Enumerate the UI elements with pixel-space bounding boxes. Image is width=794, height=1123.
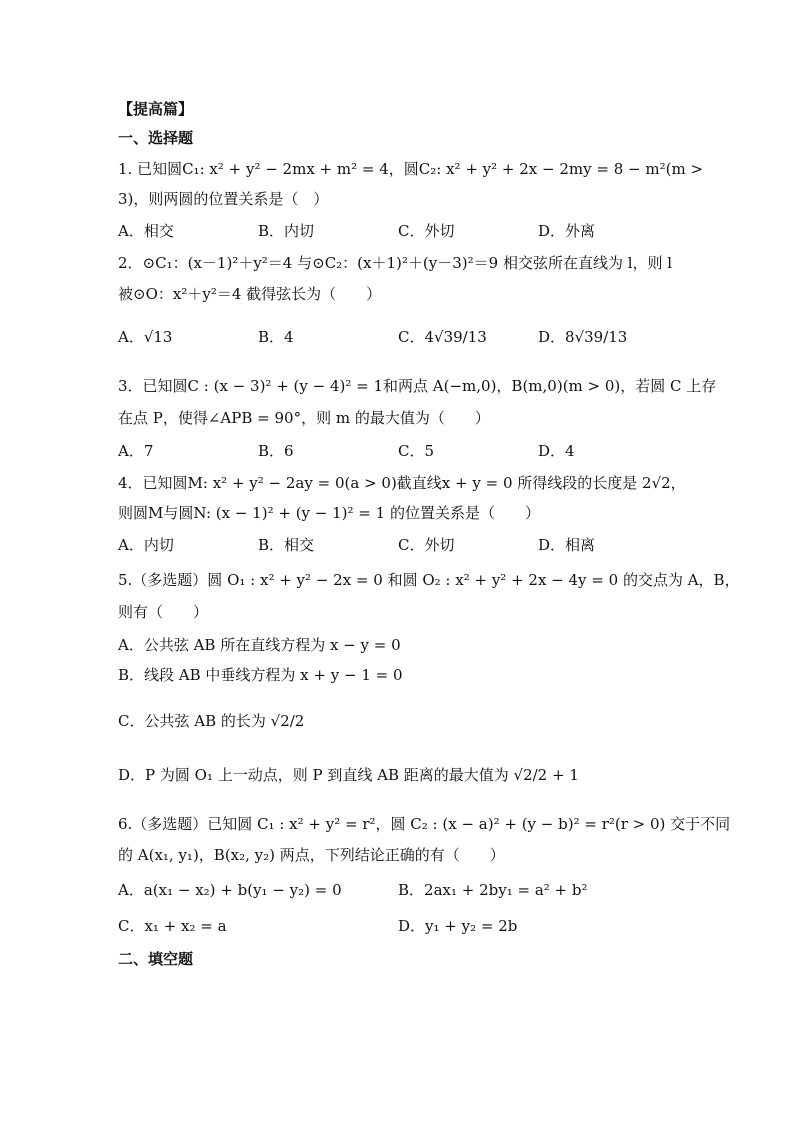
q1-option-c: C．外切 — [398, 222, 455, 240]
q6-option-d: D．y₁ + y₂ = 2b — [398, 917, 518, 935]
q6-option-c: C．x₁ + x₂ = a — [118, 917, 227, 935]
q2-option-c: C．4√39/13 — [398, 328, 487, 346]
q3-line-2: 在点 P，使得∠APB = 90°，则 m 的最大值为（ ） — [118, 409, 490, 427]
q4-option-b: B．相交 — [258, 536, 315, 554]
q2-option-b: B．4 — [258, 328, 294, 346]
part-one-title: 一、选择题 — [118, 129, 194, 147]
q3-option-c: C．5 — [398, 442, 435, 460]
q5-line-2: 则有（ ） — [118, 603, 209, 621]
q2-line-2: 被⊙O：x²＋y²＝4 截得弦长为（ ） — [118, 285, 382, 303]
q2-line-1: 2．⊙C₁：(x－1)²＋y²＝4 与⊙C₂：(x＋1)²＋(y－3)²＝9 相交弦所在直线为 l，则 l — [118, 254, 673, 272]
part-two-title: 二、填空题 — [118, 950, 194, 968]
q3-option-b: B．6 — [258, 442, 294, 460]
q4-option-c: C．外切 — [398, 536, 455, 554]
q4-option-a: A．内切 — [118, 536, 174, 554]
q4-option-d: D．相离 — [538, 536, 596, 554]
q4-line-2: 则圆M与圆N: (x − 1)² + (y − 1)² = 1 的位置关系是（ ） — [118, 504, 540, 522]
q5-option-b: B．线段 AB 中垂线方程为 x + y − 1 = 0 — [118, 666, 403, 684]
q6-line-1: 6.（多选题）已知圆 C₁ : x² + y² = r²，圆 C₂ : (x − a)² + (y − b)² = r²(r > 0) 交于不同 — [118, 815, 731, 833]
q1-line-1: 1. 已知圆C₁: x² + y² − 2mx + m² = 4，圆C₂: x² + y² + 2x − 2my = 8 − m²(m > — [118, 160, 704, 178]
q1-option-b: B．内切 — [258, 222, 315, 240]
section-heading: 【提高篇】 — [118, 100, 194, 118]
q5-line-1: 5.（多选题）圆 O₁ : x² + y² − 2x = 0 和圆 O₂ : x² + y² + 2x − 4y = 0 的交点为 A，B， — [118, 571, 740, 589]
q2-option-d: D．8√39/13 — [538, 328, 628, 346]
q6-option-a: A．a(x₁ − x₂) + b(y₁ − y₂) = 0 — [118, 881, 342, 899]
q1-option-a: A．相交 — [118, 222, 174, 240]
q3-option-a: A．7 — [118, 442, 154, 460]
q5-option-c: C．公共弦 AB 的长为 √2/2 — [118, 712, 305, 730]
q6-line-2: 的 A(x₁, y₁)，B(x₂, y₂) 两点，下列结论正确的有（ ） — [118, 846, 505, 864]
q3-line-1: 3．已知圆C : (x − 3)² + (y − 4)² = 1和两点 A(−m,0)，B(m,0)(m > 0)，若圆 C 上存 — [118, 377, 717, 395]
q4-line-1: 4．已知圆M: x² + y² − 2ay = 0(a > 0)截直线x + y = 0 所得线段的长度是 2√2， — [118, 474, 686, 492]
q6-option-b: B．2ax₁ + 2by₁ = a² + b² — [398, 881, 588, 899]
q5-option-d: D．P 为圆 O₁ 上一动点，则 P 到直线 AB 距离的最大值为 √2/2 + 1 — [118, 766, 579, 784]
q2-option-a: A．√13 — [118, 328, 173, 346]
q5-option-a: A．公共弦 AB 所在直线方程为 x − y = 0 — [118, 636, 401, 654]
q1-line-2: 3)，则两圆的位置关系是（ ） — [118, 190, 329, 208]
q1-option-d: D．外离 — [538, 222, 596, 240]
q3-option-d: D．4 — [538, 442, 575, 460]
